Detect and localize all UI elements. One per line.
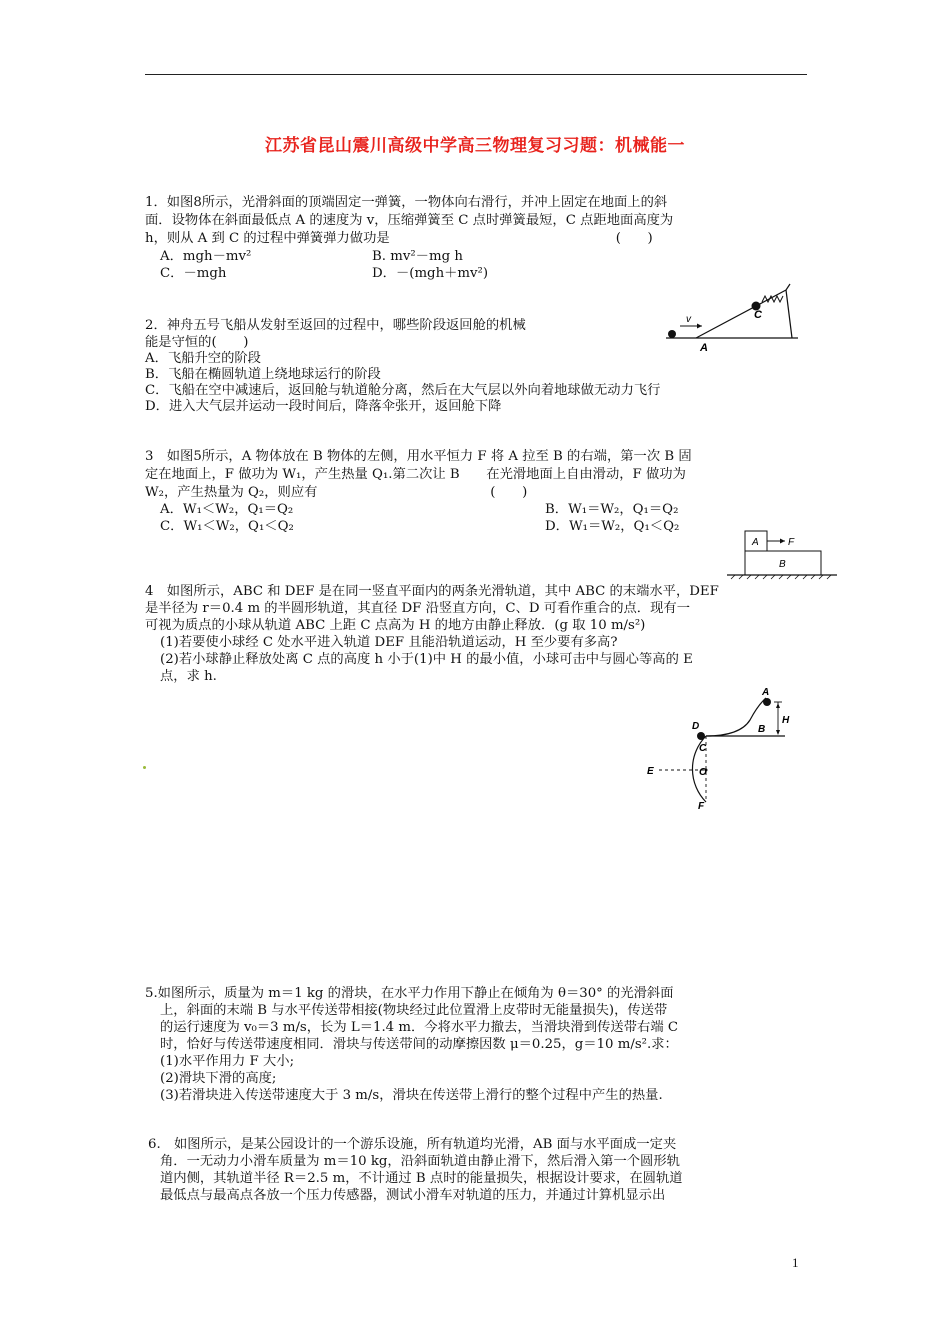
q1-line: 1．如图8所示，光滑斜面的顶端固定一弹簧，一物体向右滑行，并冲上固定在地面上的斜 <box>145 195 668 210</box>
incline-spring-figure <box>658 278 808 358</box>
fig4-label-o: O <box>699 767 707 778</box>
fig4-label-f: F <box>698 801 705 812</box>
fig1-label-c: C <box>754 309 762 321</box>
q2-line: 能是守恒的( ) <box>145 335 249 350</box>
q4-line: 4 如图所示，ABC 和 DEF 是在同一竖直平面内的两条光滑轨道，其中 ABC 的末端水平，DEF <box>145 584 719 599</box>
q6-line: 最低点与最高点各放一个压力传感器，测试小滑车对轨道的压力，并通过计算机显示出 <box>160 1188 666 1203</box>
fig4-label-a: A <box>762 687 770 698</box>
q3-option-c: C．W₁＜W₂，Q₁＜Q₂ <box>160 519 294 534</box>
q1-option-b: B. mv²－mg h <box>372 249 463 264</box>
fig4-label-c: C <box>699 743 707 754</box>
page-number: 1 <box>792 1255 799 1270</box>
q4-line: 可视为质点的小球从轨道 ABC 上距 C 点高为 H 的地方由静止释放．(g 取 10 m/s²) <box>145 618 646 633</box>
stray-mark <box>143 766 146 769</box>
q2-line: 2．神舟五号飞船从发射至返回的过程中，哪些阶段返回舱的机械 <box>145 318 526 333</box>
q1-line: h，则从 A 到 C 的过程中弹簧弹力做功是 ( ) <box>145 231 653 246</box>
q4-subquestion-1: (1)若要使小球经 C 处水平进入轨道 DEF 且能沿轨道运动，H 至少要有多高? <box>160 635 618 650</box>
q3-option-d: D．W₁＝W₂，Q₁＜Q₂ <box>545 519 680 534</box>
q3-line: 定在地面上，F 做功为 W₁，产生热量 Q₁.第二次让 B 在光滑地面上自由滑动，F 做功为 <box>145 467 686 482</box>
q2-option-c: C．飞船在空中减速后，返回舱与轨道舱分离，然后在大气层以外向着地球做无动力飞行 <box>145 383 661 398</box>
fig3-label-f: F <box>788 537 795 548</box>
q4-line: 是半径为 r＝0.4 m 的半圆形轨道，其直径 DF 沿竖直方向，C、D 可看作重合的点．现有一 <box>145 601 690 616</box>
q6-line: 6. 如图所示，是某公园设计的一个游乐设施，所有轨道均光滑，AB 面与水平面成一定夹 <box>148 1137 677 1152</box>
q1-option-d: D．－(mgh＋mv²) <box>372 266 489 281</box>
q1-option-a: A．mgh－mv² <box>160 249 252 264</box>
fig1-label-a: A <box>700 342 708 354</box>
fig4-label-h: H <box>782 715 790 726</box>
q3-line: W₂，产生热量为 Q₂，则应有 ( ) <box>145 485 528 500</box>
q2-option-a: A．飞船升空的阶段 <box>145 351 261 366</box>
q1-line: 面．设物体在斜面最低点 A 的速度为 v，压缩弹簧至 C 点时弹簧最短，C 点距地面高度为 <box>145 213 674 228</box>
q4-line: 点，求 h. <box>160 669 217 684</box>
page-title: 江苏省昆山震川高级中学高三物理复习习题：机械能一 <box>265 136 685 156</box>
track-semicircle-figure <box>640 685 800 815</box>
fig1-label-v: v <box>686 314 691 325</box>
q3-line: 3 如图5所示，A 物体放在 B 物体的左侧，用水平恒力 F 将 A 拉至 B 的右端，第一次 B 固 <box>145 449 692 464</box>
q3-option-a: A．W₁＜W₂，Q₁＝Q₂ <box>160 502 294 517</box>
fig4-label-d: D <box>692 721 700 732</box>
fig4-label-e: E <box>647 766 654 777</box>
q2-option-b: B．飞船在椭圆轨道上绕地球运行的阶段 <box>145 367 381 382</box>
q5-line: 上，斜面的末端 B 与水平传送带相接(物块经过此位置滑上皮带时无能量损失)，传送带 <box>160 1003 668 1018</box>
q3-option-b: B．W₁＝W₂，Q₁＝Q₂ <box>545 502 679 517</box>
q2-option-d: D．进入大气层并运动一段时间后，降落伞张开，返回舱下降 <box>145 399 502 414</box>
q5-line: 5.如图所示，质量为 m＝1 kg 的滑块，在水平力作用下静止在倾角为 θ＝30° 的光滑斜面 <box>145 986 674 1001</box>
q4-subquestion-2: (2)若小球静止释放处离 C 点的高度 h 小于(1)中 H 的最小值，小球可击中与圆心等高的 E <box>160 652 693 667</box>
q1-option-c: C．－mgh <box>160 266 227 281</box>
fig3-label-a: A <box>752 537 759 548</box>
blocks-figure <box>725 528 840 580</box>
fig3-label-b: B <box>779 559 786 570</box>
q6-line: 道内侧，其轨道半径 R＝2.5 m，不计通过 B 点时的能量损失，根据设计要求，在圆轨道 <box>160 1171 683 1186</box>
fig4-label-b: B <box>758 724 766 735</box>
q5-subquestion-3: (3)若滑块进入传送带速度大于 3 m/s，滑块在传送带上滑行的整个过程中产生的热量. <box>160 1088 663 1103</box>
q5-line: 时，恰好与传送带速度相同．滑块与传送带间的动摩擦因数 μ＝0.25，g＝10 m/s².求： <box>160 1037 678 1052</box>
q5-subquestion-2: (2)滑块下滑的高度; <box>160 1071 277 1086</box>
q6-line: 角．一无动力小滑车质量为 m＝10 kg，沿斜面轨道由静止滑下，然后滑入第一个圆形轨 <box>160 1154 680 1169</box>
q5-subquestion-1: (1)水平作用力 F 大小; <box>160 1054 295 1069</box>
header-rule <box>145 74 807 75</box>
q5-line: 的运行速度为 v₀＝3 m/s，长为 L＝1.4 m．今将水平力撤去，当滑块滑到传送带右端 C <box>160 1020 679 1035</box>
